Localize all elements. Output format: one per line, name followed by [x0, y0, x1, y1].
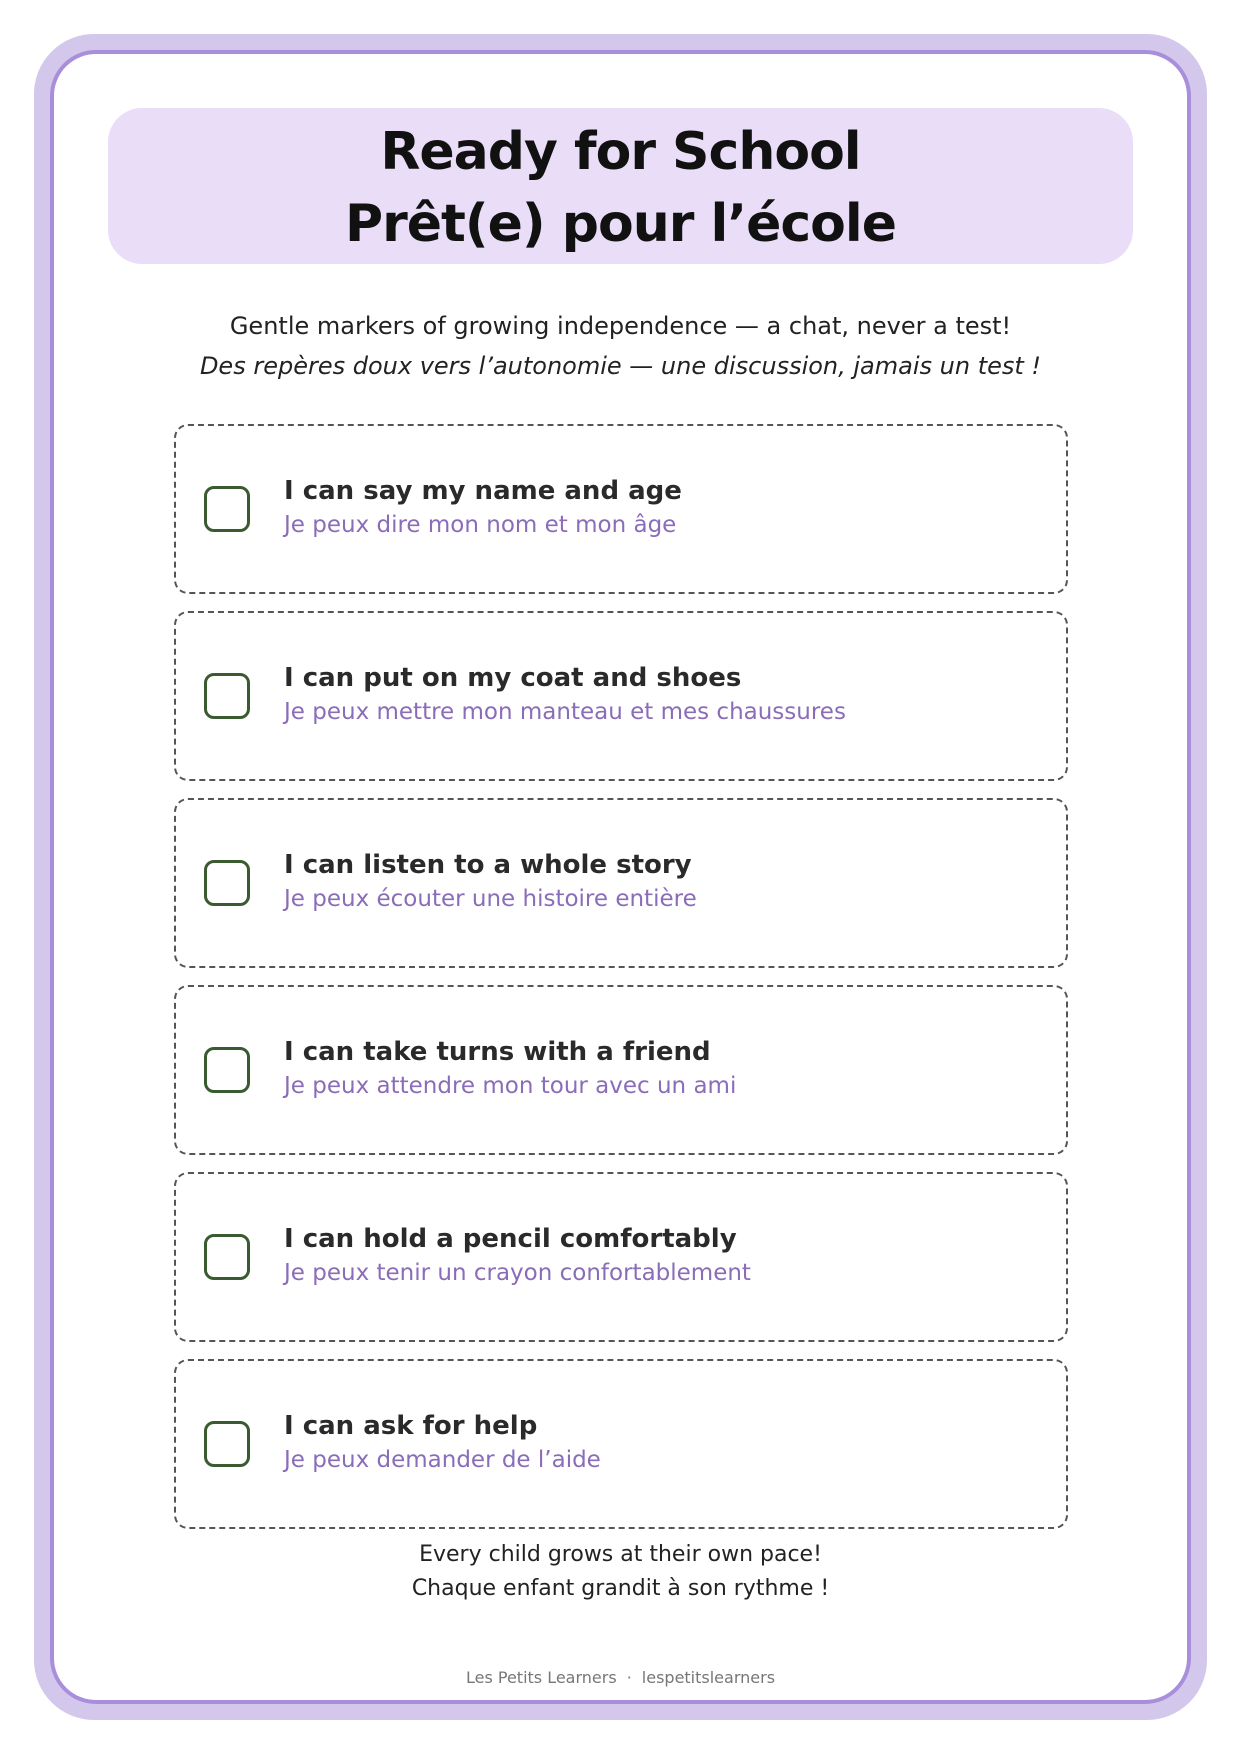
checkbox[interactable]: [204, 1421, 250, 1467]
item-label-french: Je peux écouter une histoire entière: [284, 886, 697, 912]
checkbox[interactable]: [204, 1234, 250, 1280]
checklist-item-take-turns: [174, 985, 1068, 1155]
footer: [108, 1668, 1133, 1687]
checklist-item-ask-help: [174, 1359, 1068, 1529]
page-title-french: Prêt(e) pour l’école: [345, 194, 896, 254]
item-label-english: I can say my name and age: [284, 476, 682, 506]
checklist-item-name-age: [174, 424, 1068, 594]
closing-message-english: Every child grows at their own pace!: [419, 1542, 822, 1567]
checkbox[interactable]: [204, 860, 250, 906]
title-banner: [108, 108, 1133, 264]
item-label-french: Je peux tenir un crayon confortablement: [284, 1260, 751, 1286]
checkbox[interactable]: [204, 486, 250, 532]
item-label-english: I can hold a pencil comfortably: [284, 1224, 737, 1254]
checklist-item-coat-shoes: [174, 611, 1068, 781]
item-label-french: Je peux mettre mon manteau et mes chaussures: [284, 699, 846, 725]
item-label-english: I can ask for help: [284, 1411, 538, 1441]
page-title-english: Ready for School: [380, 122, 861, 182]
checklist-item-listen-story: [174, 798, 1068, 968]
item-label-english: I can put on my coat and shoes: [284, 663, 742, 693]
footer-separator: ·: [626, 1668, 632, 1687]
checkbox[interactable]: [204, 673, 250, 719]
item-label-french: Je peux dire mon nom et mon âge: [284, 512, 677, 538]
checklist-item-hold-pencil: [174, 1172, 1068, 1342]
item-label-english: I can listen to a whole story: [284, 850, 692, 880]
closing-message-french: Chaque enfant grandit à son rythme !: [411, 1576, 830, 1601]
item-label-french: Je peux demander de l’aide: [284, 1447, 601, 1473]
item-label-english: I can take turns with a friend: [284, 1037, 711, 1067]
footer-handle: lespetitslearners: [641, 1668, 776, 1687]
subtitle-english: Gentle markers of growing independence — a chat, never a test!: [229, 312, 1012, 340]
subtitle-french: Des repères doux vers l’autonomie — une discussion, jamais un test !: [199, 352, 1042, 380]
item-label-french: Je peux attendre mon tour avec un ami: [284, 1073, 737, 1099]
checklist: [174, 424, 1068, 1546]
footer-brand: Les Petits Learners: [465, 1668, 617, 1687]
checkbox[interactable]: [204, 1047, 250, 1093]
